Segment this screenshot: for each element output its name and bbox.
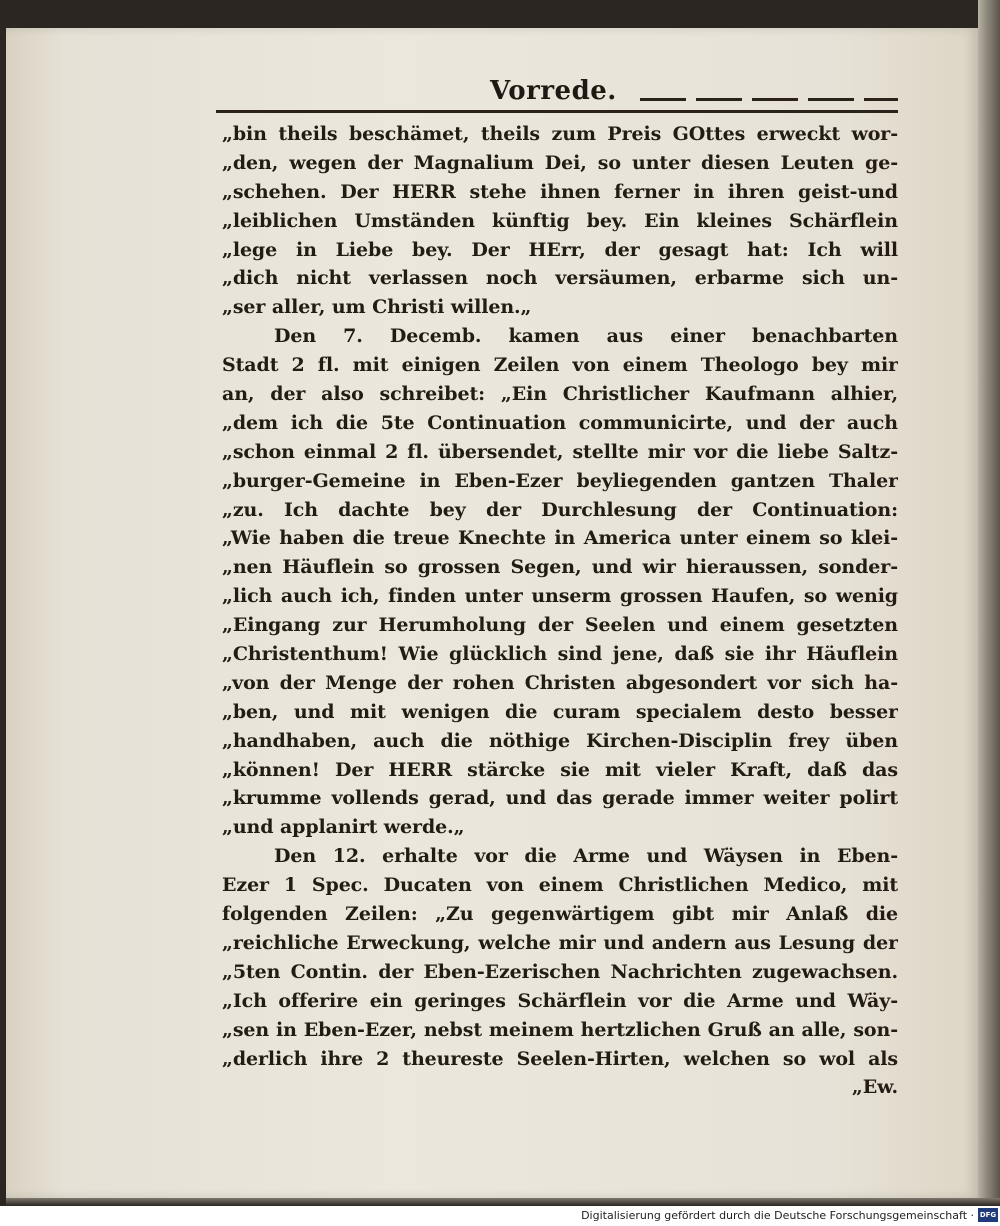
text-line: an, der also schreibet: „Ein Christlicher Kaufmann alhier, (222, 383, 898, 406)
text-line: „lich auch ich, finden unter unserm grossen Haufen, so wenig (222, 585, 898, 608)
text-line: „5ten Contin. der Eben-Ezerischen Nachrichten zugewachsen. (222, 960, 898, 983)
text-line: folgenden Zeilen: „Zu gegenwärtigem gibt mir Anlaß die (222, 903, 898, 926)
text-line: „Christenthum! Wie glücklich sind jene, daß sie ihr Häuflein (222, 643, 898, 666)
text-line: „burger-Gemeine in Eben-Ezer beyliegenden gantzen Thaler (222, 469, 898, 492)
text-line: „schon einmal 2 fl. übersendet, stellte mir vor die liebe Saltz- (222, 440, 898, 463)
text-line: „dich nicht verlassen noch versäumen, erbarme sich un- (222, 267, 898, 290)
text-line: „leiblichen Umständen künftig bey. Ein kleines Schärflein (222, 209, 898, 232)
book-page-edge (978, 0, 1000, 1205)
text-line: „dem ich die 5te Continuation communicirte, und der auch (222, 411, 898, 434)
text-line: „krumme vollends gerad, und das gerade immer weiter polirt (222, 787, 898, 810)
text-line: „nen Häuflein so grossen Segen, und wir hieraussen, sonder- (222, 556, 898, 579)
text-line: Den 12. erhalte vor die Arme und Wäysen in Eben- (274, 845, 898, 868)
text-line: „derlich ihre 2 theureste Seelen-Hirten, welchen so wol als (222, 1047, 898, 1070)
text-line: „und applanirt werde.„ (222, 816, 465, 839)
text-line: „von der Menge der rohen Christen abgesondert vor sich ha- (222, 671, 898, 694)
text-line: „zu. Ich dachte bey der Durchlesung der Continuation: (222, 498, 898, 521)
text-line: „handhaben, auch die nöthige Kirchen-Disciplin frey üben (222, 729, 898, 752)
header-ornament-dashes (640, 98, 898, 101)
header-rule (216, 110, 898, 113)
text-line: „können! Der HERR stärcke sie mit vieler Kraft, daß das (222, 758, 898, 781)
text-line: „ben, und mit wenigen die curam specialem desto besser (222, 700, 898, 723)
body-text (222, 120, 898, 1102)
text-line: „ser aller, um Christi willen.„ (222, 296, 532, 319)
text-line: „sen in Eben-Ezer, nebst meinem hertzlichen Gruß an alle, son- (222, 1018, 898, 1041)
text-line: „den, wegen der Magnalium Dei, so unter diesen Leuten ge- (222, 151, 898, 174)
dfg-logo-icon: DFG (978, 1208, 998, 1222)
funding-notice: Digitalisierung gefördert durch die Deutsche Forschungsgemeinschaft · (581, 1209, 974, 1222)
running-head: Vorrede. (490, 76, 617, 106)
text-line: „Eingang zur Herumholung der Seelen und einem gesetzten (222, 614, 898, 637)
text-line: „Wie haben die treue Knechte in America unter einem so klei- (222, 527, 898, 550)
text-line: „reichliche Erweckung, welche mir und andern aus Lesung der (222, 931, 898, 954)
text-line: „Ich offerire ein geringes Schärflein vor die Arme und Wäy- (222, 989, 898, 1012)
text-line: „bin theils beschämet, theils zum Preis GOttes erweckt wor- (222, 123, 898, 145)
text-line: Den 7. Decemb. kamen aus einer benachbarten (274, 325, 898, 348)
text-line: Ezer 1 Spec. Ducaten von einem Christlichen Medico, mit (222, 874, 898, 897)
catchword: „Ew. (851, 1076, 898, 1099)
text-line: „schehen. Der HERR stehe ihnen ferner in ihren geist-und (222, 180, 898, 203)
page-bottom-shadow (6, 1198, 1000, 1206)
text-line: „lege in Liebe bey. Der HErr, der gesagt hat: Ich will (222, 238, 898, 261)
text-line: Stadt 2 fl. mit einigen Zeilen von einem Theologo bey mir (222, 354, 898, 377)
